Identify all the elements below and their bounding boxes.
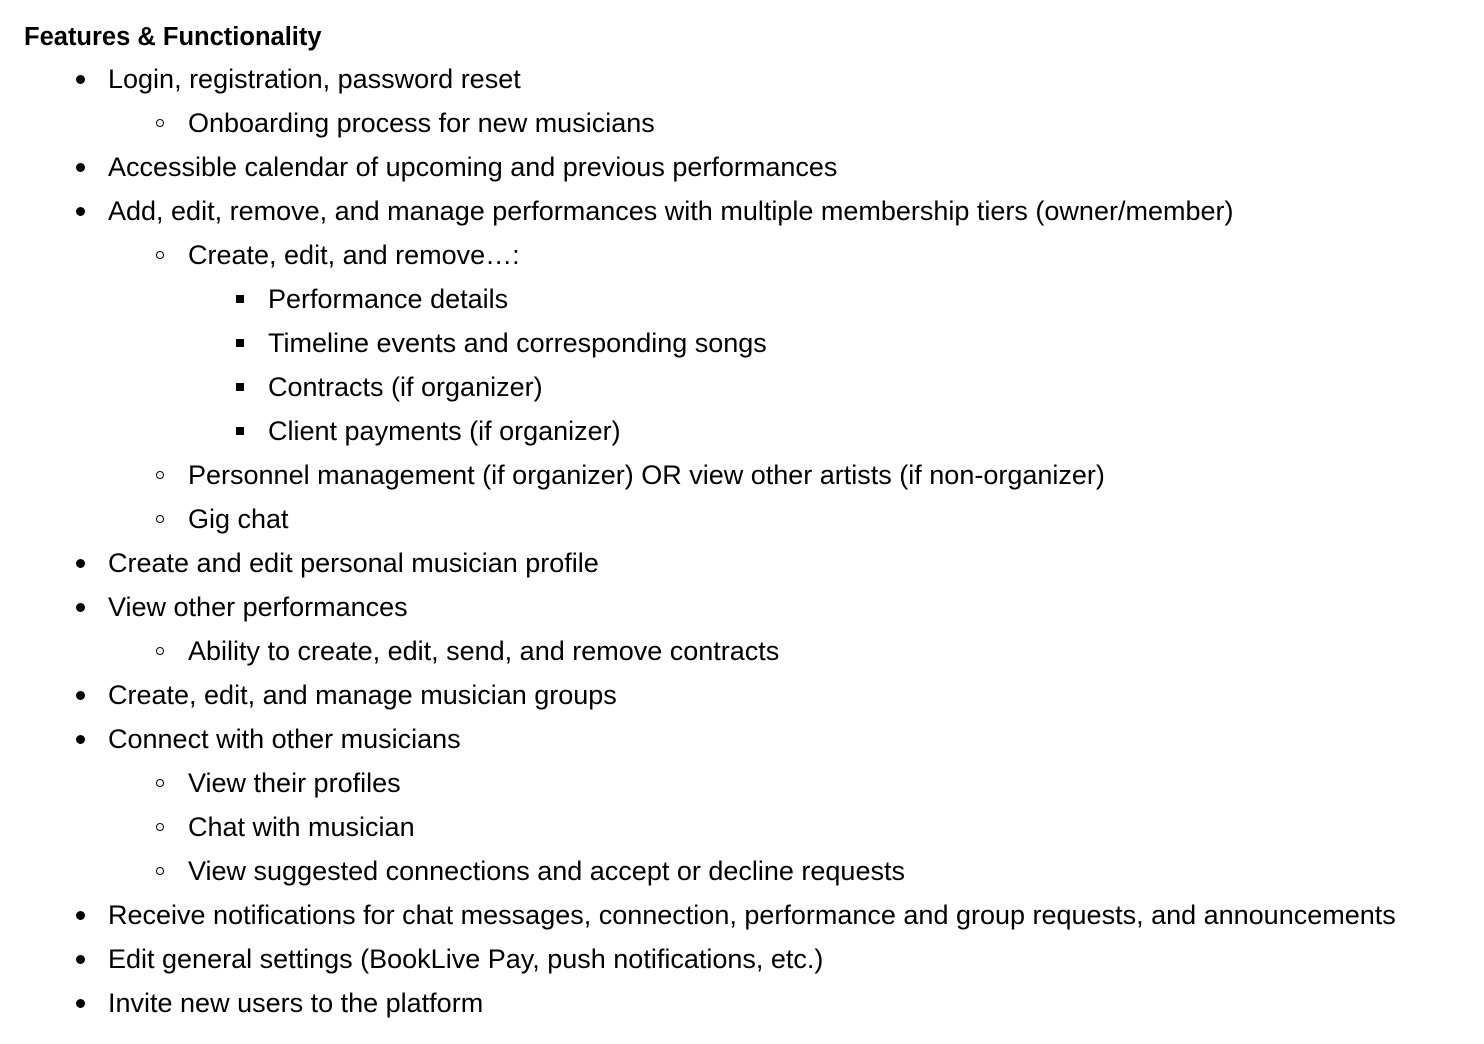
list-item bbox=[24, 629, 1474, 673]
list-item-text: Invite new users to the platform bbox=[108, 988, 484, 1018]
list-item bbox=[24, 673, 1474, 717]
list-item bbox=[24, 57, 1474, 101]
list-item bbox=[24, 849, 1474, 893]
list-item-text: Ability to create, edit, send, and remove contracts bbox=[188, 636, 780, 666]
hollow-circle-bullet-icon bbox=[156, 251, 164, 259]
list-item bbox=[24, 277, 1474, 321]
filled-circle-bullet-icon bbox=[76, 999, 85, 1008]
list-item bbox=[24, 805, 1474, 849]
filled-circle-bullet-icon bbox=[76, 559, 85, 568]
filled-circle-bullet-icon bbox=[76, 163, 85, 172]
square-bullet-icon bbox=[236, 383, 244, 391]
list-item-text: Connect with other musicians bbox=[108, 724, 461, 754]
list-item-text: Client payments (if organizer) bbox=[268, 416, 621, 446]
list-item bbox=[24, 321, 1474, 365]
square-bullet-icon bbox=[236, 339, 244, 347]
list-item-text: Onboarding process for new musicians bbox=[188, 108, 655, 138]
list-item-text: Timeline events and corresponding songs bbox=[268, 328, 767, 358]
list-item bbox=[24, 937, 1474, 981]
list-item bbox=[24, 761, 1474, 805]
list-item bbox=[24, 189, 1474, 233]
list-item-text: View their profiles bbox=[188, 768, 401, 798]
list-item-text: Edit general settings (BookLive Pay, push notifications, etc.) bbox=[108, 944, 824, 974]
filled-circle-bullet-icon bbox=[76, 911, 85, 920]
list-item-text: Create, edit, and remove…: bbox=[188, 240, 520, 270]
list-item bbox=[24, 233, 1474, 277]
list-item-text: Performance details bbox=[268, 284, 509, 314]
list-item-text: Contracts (if organizer) bbox=[268, 372, 543, 402]
list-item bbox=[24, 585, 1474, 629]
square-bullet-icon bbox=[236, 427, 244, 435]
list-item bbox=[24, 145, 1474, 189]
list-item bbox=[24, 981, 1474, 1025]
list-item-text: Accessible calendar of upcoming and previous performances bbox=[108, 152, 838, 182]
hollow-circle-bullet-icon bbox=[156, 119, 164, 127]
list-item-text: Login, registration, password reset bbox=[108, 64, 521, 94]
list-item bbox=[24, 101, 1474, 145]
list-item-text: View suggested connections and accept or decline requests bbox=[188, 856, 905, 886]
list-item bbox=[24, 893, 1474, 937]
filled-circle-bullet-icon bbox=[76, 207, 85, 216]
hollow-circle-bullet-icon bbox=[156, 867, 164, 875]
list-item-text: View other performances bbox=[108, 592, 408, 622]
filled-circle-bullet-icon bbox=[76, 75, 85, 84]
filled-circle-bullet-icon bbox=[76, 603, 85, 612]
filled-circle-bullet-icon bbox=[76, 735, 85, 744]
list-item-text: Gig chat bbox=[188, 504, 289, 534]
list-item-text: Personnel management (if organizer) OR view other artists (if non-organizer) bbox=[188, 460, 1105, 490]
list-item bbox=[24, 497, 1474, 541]
hollow-circle-bullet-icon bbox=[156, 779, 164, 787]
square-bullet-icon bbox=[236, 295, 244, 303]
list-item-text: Add, edit, remove, and manage performances with multiple membership tiers (owner/member) bbox=[108, 196, 1234, 226]
document bbox=[24, 17, 1474, 1025]
list-item bbox=[24, 365, 1474, 409]
list-item-text: Create and edit personal musician profile bbox=[108, 548, 599, 578]
filled-circle-bullet-icon bbox=[76, 955, 85, 964]
list-item bbox=[24, 717, 1474, 761]
list-item bbox=[24, 453, 1474, 497]
hollow-circle-bullet-icon bbox=[156, 823, 164, 831]
section-heading: Features & Functionality bbox=[24, 23, 322, 51]
filled-circle-bullet-icon bbox=[76, 691, 85, 700]
hollow-circle-bullet-icon bbox=[156, 515, 164, 523]
list-item-text: Create, edit, and manage musician groups bbox=[108, 680, 617, 710]
hollow-circle-bullet-icon bbox=[156, 647, 164, 655]
feature-list bbox=[24, 57, 1474, 1025]
hollow-circle-bullet-icon bbox=[156, 471, 164, 479]
list-item bbox=[24, 409, 1474, 453]
list-item bbox=[24, 541, 1474, 585]
list-item-text: Receive notifications for chat messages, connection, performance and group requests, and announcements bbox=[108, 900, 1396, 930]
list-item-text: Chat with musician bbox=[188, 812, 415, 842]
